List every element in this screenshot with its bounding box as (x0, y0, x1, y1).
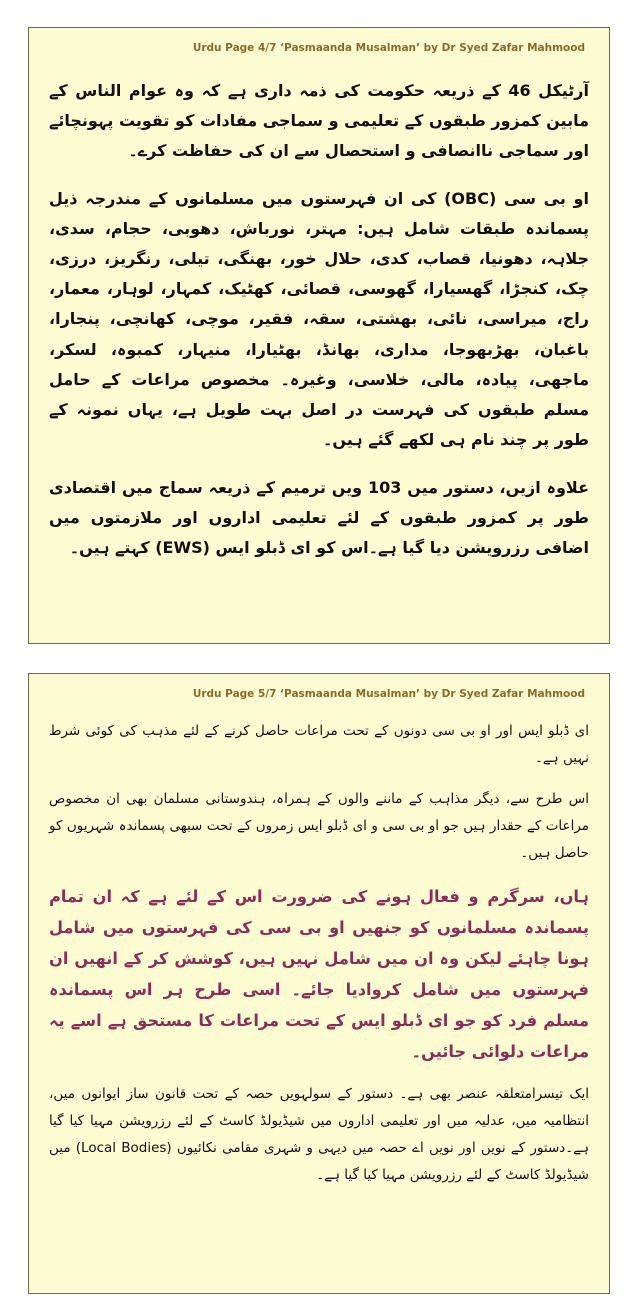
page-body (49, 76, 589, 563)
paragraph-obc-list: او بی سی (OBC) کی ان فہرستوں میں مسلمانوں کے مندرجہ ذیل پسماندہ طبقات شامل ہیں: مہتر، نورباش، دھوبی، حجام، سدی، جلاہہ، دھونیا، قصاب، کدی، حلال خور، بھنگی، تیلی، رنگریز، درزی، چک، کنجڑا، گھسیارا، گھوسی، قصائی، کھٹیک، کمہار، لوہار، معمار، راج، میراسی، نائی، بھشتی، سقہ، فقیر، موچی، کھانچی، پنجارا، باغبان، بھڑبھوجا، مداری، بھانڈ، بھٹیارا، منیہار، کمبوہ، لسکر، ماجھی، پیادہ، مالی، خلاسی، وغیرہ۔ مخصوص مراعات کے حامل مسلم طبقوں کی فہرست در اصل بہت طویل ہے، یہاں نمونہ کے طور پر چند نام ہی لکھے گئے ہیں۔ (49, 189, 589, 449)
document-page-5 (28, 673, 610, 1294)
page-header: Urdu Page 4/7 ‘Pasmaanda Musalman’ by Dr Syed Zafar Mahmood (192, 42, 585, 54)
paragraph-no-religion-condition: ای ڈبلو ایس اور او بی سی دونوں کے تحت مراعات حاصل کرنے کے لئے مذہب کی کوئی شرط نہیں ہے۔ (49, 723, 589, 766)
paragraph-ews: علاوہ ازیں، دستور میں 103 ویں ترمیم کے ذریعہ سماج میں اقتصادی طور پر کمزور طبقوں کے لئے تعلیمی اداروں اور ملازمتوں میں اضافی رزرویشن دیا گیا ہے۔اس کو ای ڈبلو ایس (EWS) کہتے ہیں۔ (49, 477, 590, 557)
paragraph-article-46: آرٹیکل 46 کے ذریعہ حکومت کی ذمہ داری ہے کہ وہ عوام الناس کے مابین کمزور طبقوں کے تعلیمی و سماجی مفادات کو تقویت پہونچائے اور سماجی ناانصافی و استحصال سے ان کی حفاظت کرے۔ (49, 81, 589, 161)
page-body (49, 718, 589, 1189)
paragraph-muslims-entitled: اس طرح سے، دیگر مذاہب کے ماننے والوں کے ہمراہ، ہندوستانی مسلمان بھی ان مخصوص مراعات کے حقدار ہیں جو او بی سی و ای ڈبلو ایس زمروں کے تحت سبھی پسماندہ شہریوں کو حاصل ہیں۔ (49, 791, 589, 861)
paragraph-highlighted-appeal: ہاں، سرگرم و فعال ہونے کی ضرورت اس کے لئے ہے کہ ان تمام پسماندہ مسلمانوں کو جنھیں او بی سی کی فہرستوں میں شامل ہونا چاہئے لیکن وہ ان میں شامل نہیں ہیں، کوشش کر کے انھیں ان فہرستوں میں شامل کروادیا جائے۔ اسی طرح ہر اس پسماندہ مسلم فرد کو جو ای ڈبلو ایس کے تحت مراعات کا مستحق ہے اسے یہ مراعات دلوائی جائیں۔ (49, 887, 589, 1061)
paragraph-scheduled-caste: ایک تیسرامتعلقہ عنصر بھی ہے۔ دستور کے سولہویں حصہ کے تحت قانون ساز ایوانوں میں، انتظامیہ میں، عدلیہ میں اور تعلیمی اداروں میں شیڈیولڈ کاسٹ کے لئے رزرویشن مہیا کیا گیا ہے۔دستور کے نویں اور نویں اے حصہ میں دیہی و شہری مقامی نکائیوں (Local Bodies) میں شیڈیولڈ کاسٹ کے لئے رزرویشن مہیا کیا گیا ہے۔ (49, 1086, 589, 1183)
document-page-4 (28, 27, 610, 644)
page-header: Urdu Page 5/7 ‘Pasmaanda Musalman’ by Dr Syed Zafar Mahmood (192, 688, 585, 700)
